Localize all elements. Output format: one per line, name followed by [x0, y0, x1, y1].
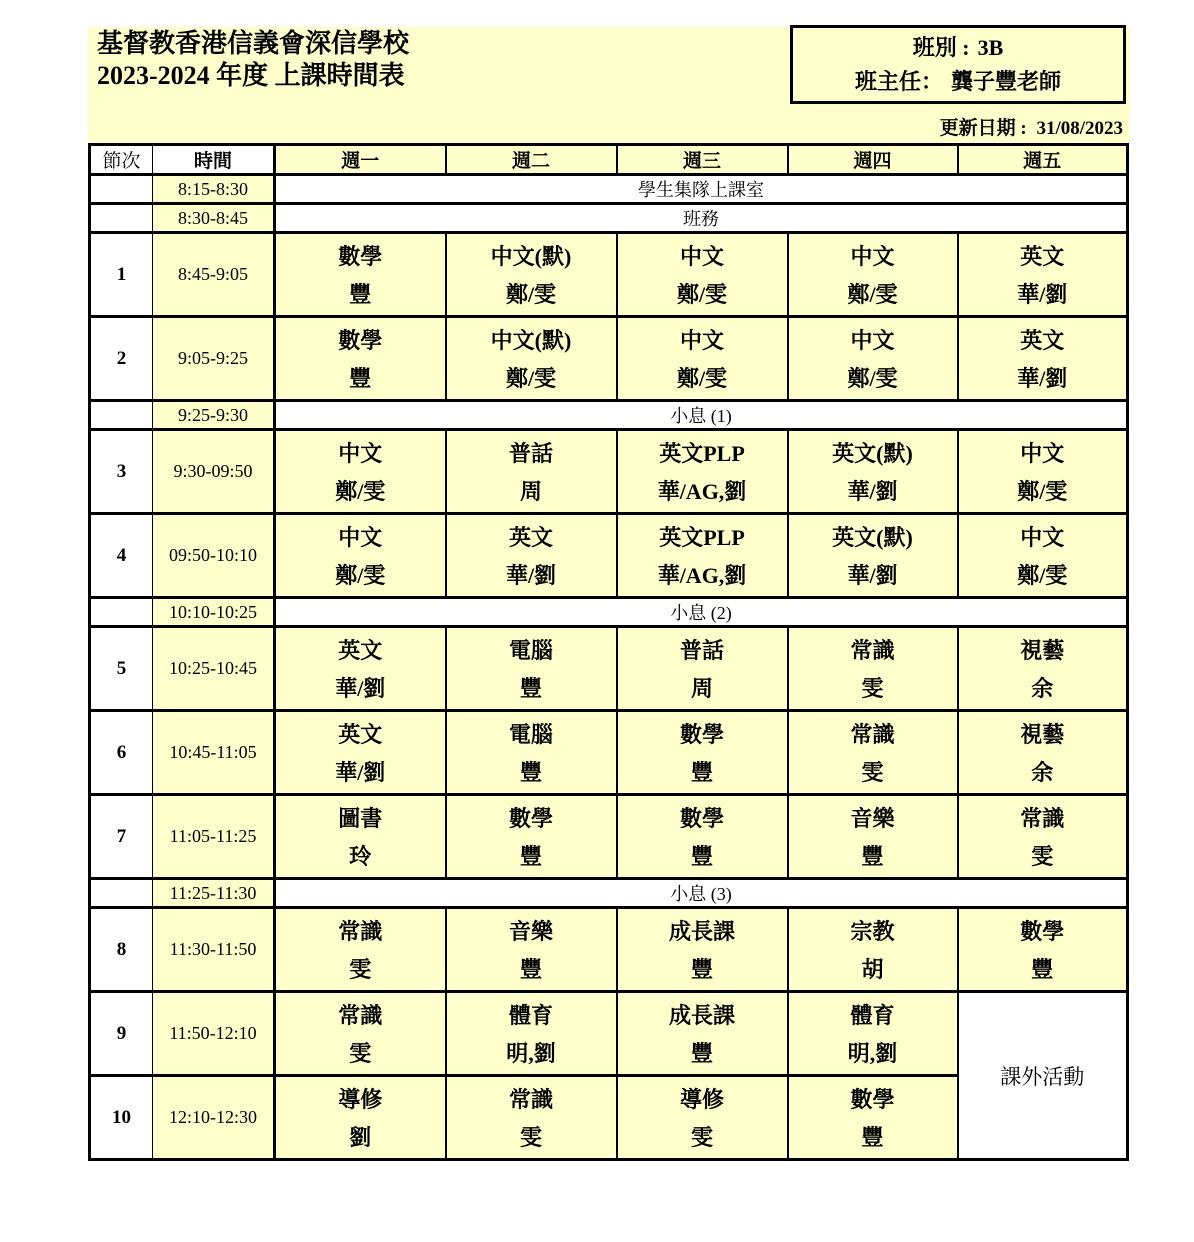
subject-cell [958, 627, 1128, 711]
subject-name: 英文 [508, 525, 553, 550]
subject-name: 成長課 [668, 919, 735, 944]
period-number-cell [90, 879, 153, 908]
timetable-subtitle: 2023-2024 年度 上課時間表 [97, 61, 405, 90]
subject-cell [446, 233, 617, 317]
extracurricular-cell: 課外活動 [958, 992, 1128, 1160]
merged-activity-cell: 學生集隊上課室 [275, 175, 1128, 204]
time-cell: 11:05-11:25 [153, 795, 275, 879]
period-number-cell [90, 598, 153, 627]
column-header-wednesday: 週三 [617, 145, 788, 175]
teacher-name: 豐 [690, 844, 713, 869]
teacher-name: 雯 [861, 760, 884, 785]
subject-name: 英文PLP [659, 525, 745, 550]
subject-name: 中文 [850, 328, 895, 353]
subject-cell [958, 233, 1128, 317]
teacher-name: 雯 [519, 1125, 542, 1150]
teacher-name: 豐 [690, 1041, 713, 1066]
period-row [90, 317, 1128, 401]
subject-name: 導修 [679, 1087, 724, 1112]
subject-name: 中文 [679, 244, 724, 269]
subject-cell [617, 992, 788, 1076]
period-number-cell: 5 [90, 627, 153, 711]
teacher-name: 余 [1031, 760, 1054, 785]
school-name: 基督教香港信義會深信學校 [97, 29, 410, 58]
teacher-name: 華/劉 [505, 563, 557, 588]
teacher-name: 雯 [349, 1041, 372, 1066]
subject-name: 常識 [338, 919, 383, 944]
teacher-name: 豐 [861, 1125, 884, 1150]
subject-name: 數學 [850, 1087, 895, 1112]
subject-name: 體育 [850, 1003, 895, 1028]
teacher-name: 鄭/雯 [335, 479, 386, 504]
subject-cell [617, 233, 788, 317]
time-cell: 8:30-8:45 [153, 204, 275, 233]
subject-cell [275, 233, 446, 317]
subject-name: 中文 [850, 244, 895, 269]
subject-name: 常識 [850, 638, 895, 663]
subject-name: 英文PLP [659, 441, 745, 466]
header-row [90, 145, 1128, 175]
period-number-cell: 2 [90, 317, 153, 401]
span-row [90, 204, 1128, 233]
period-number-cell: 7 [90, 795, 153, 879]
merged-activity-cell: 小息 (3) [275, 879, 1128, 908]
subject-cell [275, 430, 446, 514]
merged-activity-cell: 班務 [275, 204, 1128, 233]
subject-cell [275, 627, 446, 711]
teacher-name: 華/劉 [847, 563, 898, 588]
teacher-name: 豐 [1031, 957, 1054, 982]
teacher-name: 豐 [519, 844, 542, 869]
teacher-name: 鄭/雯 [505, 366, 557, 391]
subject-name: 中文(默) [490, 244, 572, 269]
period-number-cell [90, 175, 153, 204]
class-line [909, 31, 1008, 65]
subject-cell [617, 430, 788, 514]
subject-name: 數學 [338, 244, 383, 269]
class-value: 3B [977, 34, 1004, 60]
subject-name: 英文 [1020, 328, 1065, 353]
subject-name: 中文 [1020, 441, 1065, 466]
column-header-period: 節次 [90, 145, 153, 175]
teacher-name: 雯 [861, 676, 884, 701]
subject-name: 中文 [338, 525, 383, 550]
subject-name: 數學 [679, 722, 724, 747]
subject-cell [958, 430, 1128, 514]
teacher-name: 雯 [349, 957, 372, 982]
time-cell: 9:30-09:50 [153, 430, 275, 514]
subject-cell [788, 317, 958, 401]
time-cell: 9:25-9:30 [153, 401, 275, 430]
teacher-name: 雯 [1031, 844, 1054, 869]
subject-name: 中文 [338, 441, 383, 466]
subject-cell [446, 1076, 617, 1160]
class-teacher-label: 班主任： [854, 68, 943, 94]
subject-name: 普話 [679, 638, 724, 663]
teacher-name: 華/劉 [1017, 282, 1068, 307]
teacher-name: 明,劉 [506, 1041, 556, 1066]
class-teacher-value: 龔子豐老師 [951, 68, 1062, 94]
page-title [97, 28, 409, 92]
period-number-cell: 3 [90, 430, 153, 514]
subject-cell [788, 908, 958, 992]
teacher-name: 華/劉 [335, 760, 386, 785]
teacher-name: 華/劉 [847, 479, 898, 504]
subject-cell [788, 233, 958, 317]
teacher-name: 豐 [861, 844, 884, 869]
period-row [90, 795, 1128, 879]
subject-name: 數學 [338, 328, 383, 353]
class-info-box [790, 25, 1126, 104]
time-cell: 9:05-9:25 [153, 317, 275, 401]
period-row [90, 430, 1128, 514]
column-header-friday: 週五 [958, 145, 1128, 175]
subject-cell [958, 795, 1128, 879]
subject-cell [275, 711, 446, 795]
teacher-name: 豐 [349, 282, 372, 307]
span-row [90, 175, 1128, 204]
subject-name: 英文 [338, 722, 383, 747]
period-row [90, 514, 1128, 598]
subject-name: 常識 [338, 1003, 383, 1028]
subject-cell [958, 711, 1128, 795]
time-cell: 10:10-10:25 [153, 598, 275, 627]
subject-cell [617, 514, 788, 598]
teacher-name: 周 [519, 479, 542, 504]
teacher-name: 華/AG,劉 [657, 479, 747, 504]
subject-name: 英文 [1020, 244, 1065, 269]
teacher-name: 豐 [690, 957, 713, 982]
column-header-thursday: 週四 [788, 145, 958, 175]
period-number-cell [90, 204, 153, 233]
subject-cell [275, 514, 446, 598]
subject-cell [617, 317, 788, 401]
subject-cell [275, 992, 446, 1076]
teacher-name: 劉 [349, 1125, 372, 1150]
teacher-name: 胡 [861, 957, 884, 982]
subject-name: 數學 [1020, 919, 1065, 944]
subject-name: 宗教 [850, 919, 895, 944]
subject-cell [788, 514, 958, 598]
timetable [88, 143, 1129, 1161]
subject-name: 中文(默) [490, 328, 572, 353]
subject-cell [617, 908, 788, 992]
teacher-name: 鄭/雯 [676, 366, 728, 391]
teacher-name: 華/劉 [1017, 366, 1068, 391]
teacher-name: 鄭/雯 [335, 563, 386, 588]
subject-name: 數學 [679, 806, 724, 831]
subject-name: 圖書 [338, 806, 383, 831]
time-cell: 8:45-9:05 [153, 233, 275, 317]
subject-name: 電腦 [508, 722, 553, 747]
teacher-name: 鄭/雯 [847, 366, 898, 391]
time-cell: 10:45-11:05 [153, 711, 275, 795]
subject-cell [617, 1076, 788, 1160]
class-teacher-line [851, 65, 1065, 99]
subject-cell [788, 711, 958, 795]
subject-cell [446, 317, 617, 401]
teacher-name: 鄭/雯 [505, 282, 557, 307]
time-cell: 10:25-10:45 [153, 627, 275, 711]
teacher-name: 明,劉 [847, 1041, 898, 1066]
teacher-name: 玲 [349, 844, 372, 869]
subject-cell [446, 908, 617, 992]
subject-name: 常識 [850, 722, 895, 747]
column-header-tuesday: 週二 [446, 145, 617, 175]
period-number-cell: 8 [90, 908, 153, 992]
period-row [90, 627, 1128, 711]
subject-name: 音樂 [850, 806, 895, 831]
time-cell: 11:30-11:50 [153, 908, 275, 992]
subject-name: 導修 [338, 1087, 383, 1112]
teacher-name: 豐 [519, 676, 542, 701]
subject-name: 視藝 [1020, 638, 1065, 663]
subject-cell [446, 795, 617, 879]
period-row [90, 908, 1128, 992]
span-row [90, 879, 1128, 908]
subject-cell [275, 317, 446, 401]
subject-name: 普話 [508, 441, 553, 466]
subject-cell [788, 1076, 958, 1160]
period-number-cell: 6 [90, 711, 153, 795]
span-row [90, 598, 1128, 627]
teacher-name: 豐 [690, 760, 713, 785]
update-date-line [88, 113, 1123, 140]
teacher-name: 鄭/雯 [676, 282, 728, 307]
column-header-monday: 週一 [275, 145, 446, 175]
subject-name: 成長課 [668, 1003, 735, 1028]
period-number-cell: 9 [90, 992, 153, 1076]
subject-cell [446, 627, 617, 711]
period-number-cell: 4 [90, 514, 153, 598]
merged-activity-cell: 小息 (1) [275, 401, 1128, 430]
subject-cell [617, 627, 788, 711]
timetable-body [90, 175, 1128, 1160]
subject-cell [788, 430, 958, 514]
teacher-name: 鄭/雯 [1017, 479, 1068, 504]
subject-cell [788, 627, 958, 711]
teacher-name: 豐 [349, 366, 372, 391]
subject-name: 常識 [1020, 806, 1065, 831]
period-row [90, 992, 1128, 1076]
subject-name: 常識 [508, 1087, 553, 1112]
class-label: 班別 : [912, 34, 970, 60]
time-cell: 12:10-12:30 [153, 1076, 275, 1160]
subject-cell [446, 514, 617, 598]
teacher-name: 華/劉 [335, 676, 386, 701]
subject-name: 電腦 [508, 638, 553, 663]
teacher-name: 鄭/雯 [847, 282, 898, 307]
subject-cell [958, 514, 1128, 598]
teacher-name: 余 [1031, 676, 1054, 701]
update-date-label: 更新日期 : [939, 118, 1027, 139]
time-cell: 8:15-8:30 [153, 175, 275, 204]
subject-cell [275, 908, 446, 992]
subject-name: 體育 [508, 1003, 553, 1028]
subject-name: 數學 [508, 806, 553, 831]
subject-cell [446, 992, 617, 1076]
subject-cell [446, 711, 617, 795]
subject-cell [275, 795, 446, 879]
time-cell: 11:25-11:30 [153, 879, 275, 908]
subject-cell [617, 711, 788, 795]
subject-cell [275, 1076, 446, 1160]
subject-cell [788, 795, 958, 879]
teacher-name: 華/AG,劉 [657, 563, 747, 588]
subject-name: 中文 [679, 328, 724, 353]
subject-name: 音樂 [508, 919, 553, 944]
period-number-cell [90, 401, 153, 430]
teacher-name: 豐 [519, 760, 542, 785]
subject-name: 英文(默) [832, 441, 913, 466]
time-cell: 09:50-10:10 [153, 514, 275, 598]
period-number-cell: 1 [90, 233, 153, 317]
subject-cell [788, 992, 958, 1076]
subject-cell [617, 795, 788, 879]
teacher-name: 鄭/雯 [1017, 563, 1068, 588]
subject-cell [958, 908, 1128, 992]
subject-name: 英文 [338, 638, 383, 663]
update-date-value: 31/08/2023 [1036, 118, 1123, 139]
subject-cell [958, 317, 1128, 401]
merged-activity-cell: 小息 (2) [275, 598, 1128, 627]
column-header-time: 時間 [153, 145, 275, 175]
period-number-cell: 10 [90, 1076, 153, 1160]
period-row [90, 711, 1128, 795]
subject-name: 英文(默) [832, 525, 913, 550]
teacher-name: 周 [690, 676, 713, 701]
span-row [90, 401, 1128, 430]
subject-cell [446, 430, 617, 514]
subject-name: 視藝 [1020, 722, 1065, 747]
subject-name: 中文 [1020, 525, 1065, 550]
time-cell: 11:50-12:10 [153, 992, 275, 1076]
teacher-name: 雯 [690, 1125, 713, 1150]
period-row [90, 233, 1128, 317]
teacher-name: 豐 [519, 957, 542, 982]
